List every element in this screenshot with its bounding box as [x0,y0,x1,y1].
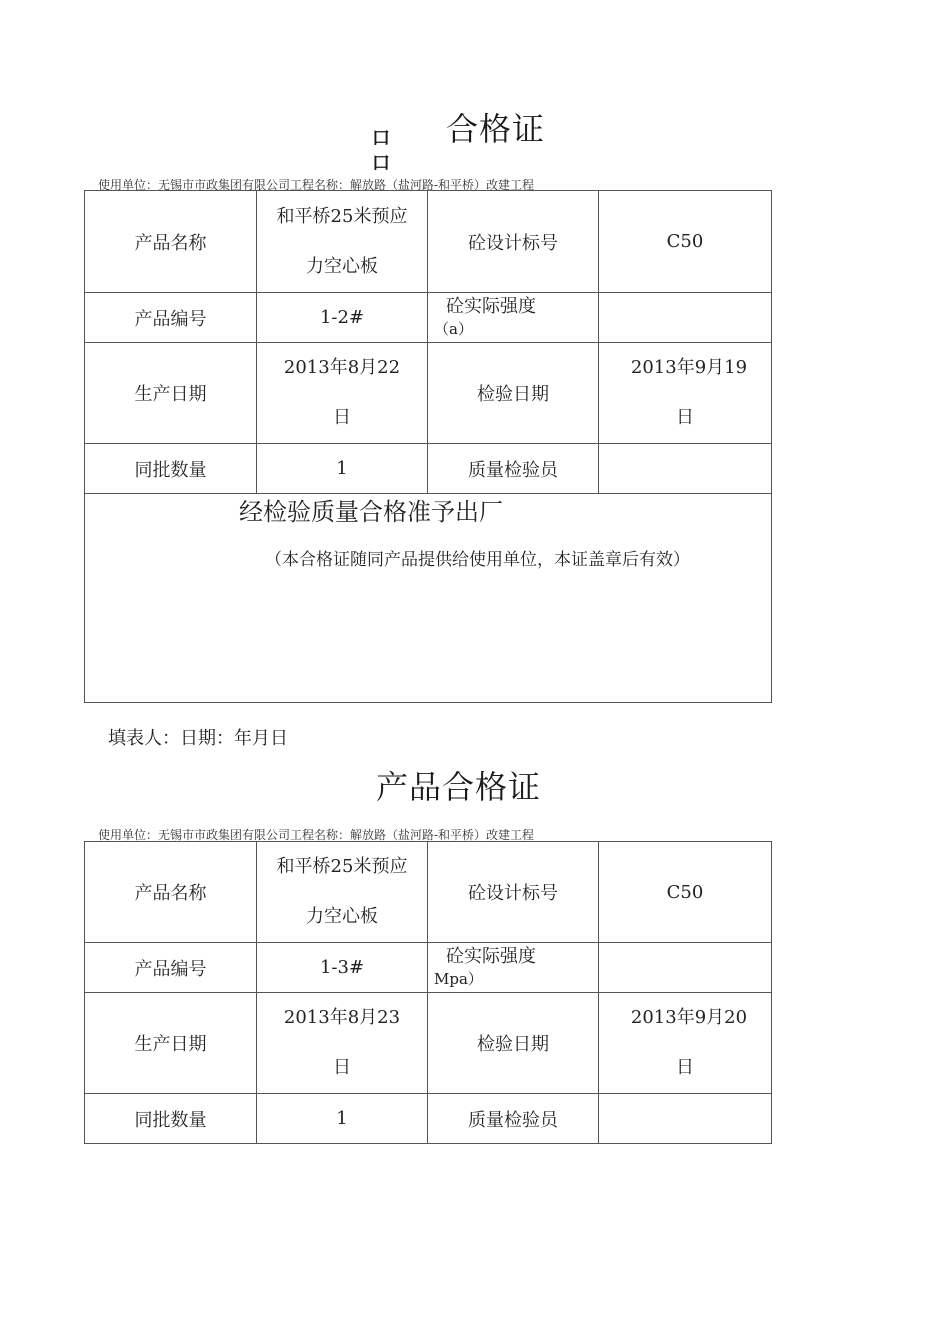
product-no-label: 产品编号 [85,943,257,993]
inspection-date-label: 检验日期 [428,343,599,444]
table-row [85,191,772,293]
production-date-label: 生产日期 [85,993,257,1094]
product-no-label: 产品编号 [85,293,257,343]
batch-qty-value: 1 [257,444,428,494]
production-date-label: 生产日期 [85,343,257,444]
certificate-2-table [84,841,772,1144]
placeholder-box-icon: 口 [372,128,390,149]
batch-qty-label: 同批数量 [85,444,257,494]
inspector-label: 质量检验员 [428,444,599,494]
inspector-label: 质量检验员 [428,1094,599,1144]
table-row [85,993,772,1094]
design-grade-value: C50 [599,842,772,943]
inspection-date-label: 检验日期 [428,993,599,1094]
production-date-value: 2013年8月23 日 [257,993,428,1094]
product-name-label: 产品名称 [85,842,257,943]
product-name-value: 和平桥25米预应 力空心板 [257,191,428,293]
table-row [85,444,772,494]
actual-strength-label: 砼实际强度 （a） [428,293,599,343]
table-row [85,842,772,943]
batch-qty-label: 同批数量 [85,1094,257,1144]
table-row [85,343,772,444]
inspector-value [599,444,772,494]
certificate-1-title: 合格证 [446,110,546,148]
certificate-1-unit-line: 使用单位：无锡市市政集团有限公司工程名称：解放路（盐河路-和平桥）改建工程 [98,178,535,192]
batch-qty-value: 1 [257,1094,428,1144]
certificate-1-table [84,190,772,703]
inspection-date-value: 2013年9月19 日 [599,343,772,444]
design-grade-label: 砼设计标号 [428,191,599,293]
table-row [85,293,772,343]
actual-strength-value [599,943,772,993]
production-date-value: 2013年8月22 日 [257,343,428,444]
table-row [85,1094,772,1144]
product-name-value: 和平桥25米预应 力空心板 [257,842,428,943]
placeholder-box-icon: 口 [372,153,390,174]
actual-strength-label: 砼实际强度 Mpa） [428,943,599,993]
validity-note: （本合格证随同产品提供给使用单位，本证盖章后有效） [265,550,690,570]
inspector-value [599,1094,772,1144]
table-row [85,943,772,993]
product-no-value: 1-3# [257,943,428,993]
design-grade-label: 砼设计标号 [428,842,599,943]
product-no-value: 1-2# [257,293,428,343]
product-name-label: 产品名称 [85,191,257,293]
filler-line: 填表人：日期：年月日 [108,728,288,749]
table-row [85,494,772,703]
actual-strength-value [599,293,772,343]
approval-cell [85,494,772,703]
inspection-date-value: 2013年9月20 日 [599,993,772,1094]
placeholder-marks [372,126,402,176]
approval-text: 经检验质量合格准予出厂 [239,498,503,526]
certificate-2-title: 产品合格证 [376,768,542,806]
design-grade-value: C50 [599,191,772,293]
certificate-2-unit-line: 使用单位：无锡市市政集团有限公司工程名称：解放路（盐河路-和平桥）改建工程 [98,828,535,842]
